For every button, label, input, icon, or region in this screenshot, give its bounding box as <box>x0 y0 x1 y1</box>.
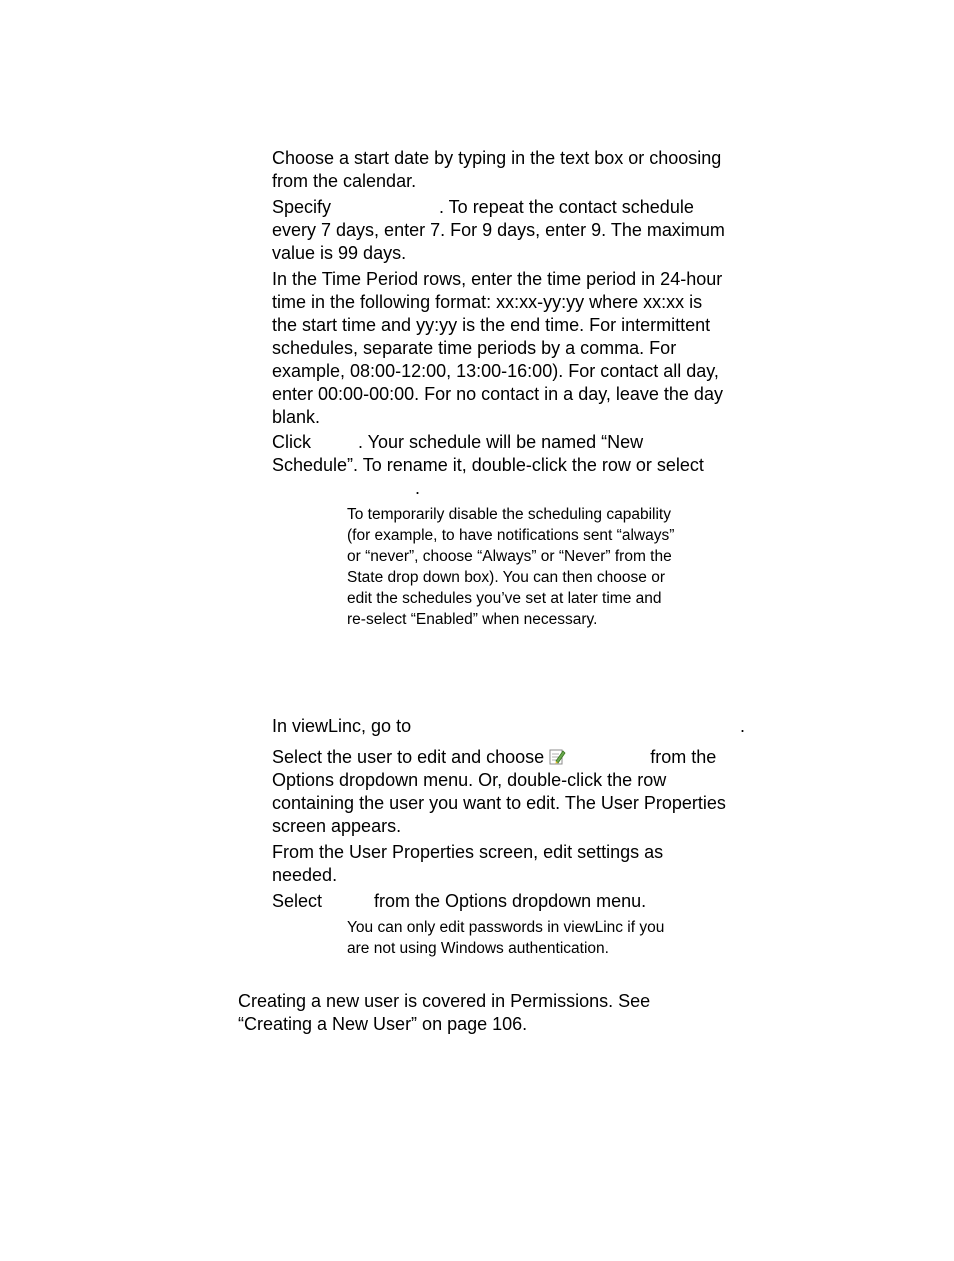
note-scheduling-line-1: To temporarily disable the scheduling capability <box>347 506 671 523</box>
note-passwords-line-2: are not using Windows authentication. <box>347 940 609 957</box>
step-go-to-end: . <box>740 716 746 736</box>
step-time-period-line-4: schedules, separate time periods by a comma. For <box>272 338 677 358</box>
step-select-options-rest: from the Options dropdown menu. <box>374 891 647 911</box>
note-scheduling-line-2: (for example, to have notifications sent “always” <box>347 527 675 544</box>
step-go-to <box>272 715 747 738</box>
step-select-options-word: Select <box>272 891 323 911</box>
step-click-word: Click <box>272 432 311 452</box>
step-specify-line-2: every 7 days, enter 7. For 9 days, enter 9. The maximum <box>272 220 725 240</box>
step-edit-settings <box>272 841 747 887</box>
step-specify-line-1 <box>272 196 747 219</box>
step-select-user-line-2: Options dropdown menu. Or, double-click the row <box>272 770 667 790</box>
step-select-user-line-3: containing the user you want to edit. The User Properties <box>272 793 726 813</box>
step-select-user-line-4: screen appears. <box>272 816 402 836</box>
step-go-to-text: In viewLinc, go to <box>272 716 412 736</box>
new-user-paragraph-line-1: Creating a new user is covered in Permissions. See <box>238 991 651 1011</box>
step-select-user-text-after: from the <box>650 747 717 767</box>
note-scheduling-line-6: re-select “Enabled” when necessary. <box>347 611 598 628</box>
step-click-rest: . Your schedule will be named “New <box>358 432 644 452</box>
step-go-to-line <box>272 715 747 738</box>
note-scheduling-line-3: or “never”, choose “Always” or “Never” from the <box>347 548 672 565</box>
step-time-period-line-7: blank. <box>272 407 321 427</box>
step-select-user-text-before: Select the user to edit and choose <box>272 747 545 767</box>
step-edit-settings-line-1: From the User Properties screen, edit settings as <box>272 842 664 862</box>
step-select-options <box>272 890 747 913</box>
step-time-period <box>272 268 747 429</box>
step-click-line-3-period: . <box>415 478 421 498</box>
step-select-user <box>272 746 747 838</box>
step-time-period-line-3: the start time and yy:yy is the end time. For intermittent <box>272 315 711 335</box>
step-start-date-line-2: from the calendar. <box>272 171 417 191</box>
step-time-period-line-6: enter 00:00-00:00. For no contact in a day, leave the day <box>272 384 723 404</box>
step-time-period-line-2: time in the following format: xx:xx-yy:yy where xx:xx is <box>272 292 703 312</box>
step-specify-rest: . To repeat the contact schedule <box>439 197 694 217</box>
step-click-line-2: Schedule”. To rename it, double-click the row or select <box>272 455 704 475</box>
step-select-options-line <box>272 890 747 913</box>
step-select-user-line-1 <box>272 746 747 769</box>
new-user-paragraph <box>238 990 758 1036</box>
step-start-date-line-1: Choose a start date by typing in the text box or choosing <box>272 148 722 168</box>
step-specify-line-3: value is 99 days. <box>272 243 407 263</box>
note-scheduling-line-4: State drop down box). You can then choose or <box>347 569 665 586</box>
step-start-date <box>272 147 747 193</box>
step-time-period-line-5: example, 08:00-12:00, 13:00-16:00). For contact all day, <box>272 361 719 381</box>
note-scheduling-line-5: edit the schedules you’ve set at later time and <box>347 590 662 607</box>
note-passwords <box>347 917 727 959</box>
note-passwords-line-1: You can only edit passwords in viewLinc if you <box>347 919 665 936</box>
step-click-line-1 <box>272 431 747 454</box>
edit-icon <box>549 748 566 765</box>
step-click-line-3 <box>272 477 747 500</box>
step-time-period-line-1: In the Time Period rows, enter the time period in 24-hour <box>272 269 723 289</box>
step-click-save <box>272 431 747 500</box>
new-user-paragraph-line-2: “Creating a New User” on page 106. <box>238 1014 528 1034</box>
step-edit-settings-line-2: needed. <box>272 865 338 885</box>
note-scheduling <box>347 504 727 630</box>
step-specify-interval <box>272 196 747 265</box>
step-specify-word: Specify <box>272 197 332 217</box>
